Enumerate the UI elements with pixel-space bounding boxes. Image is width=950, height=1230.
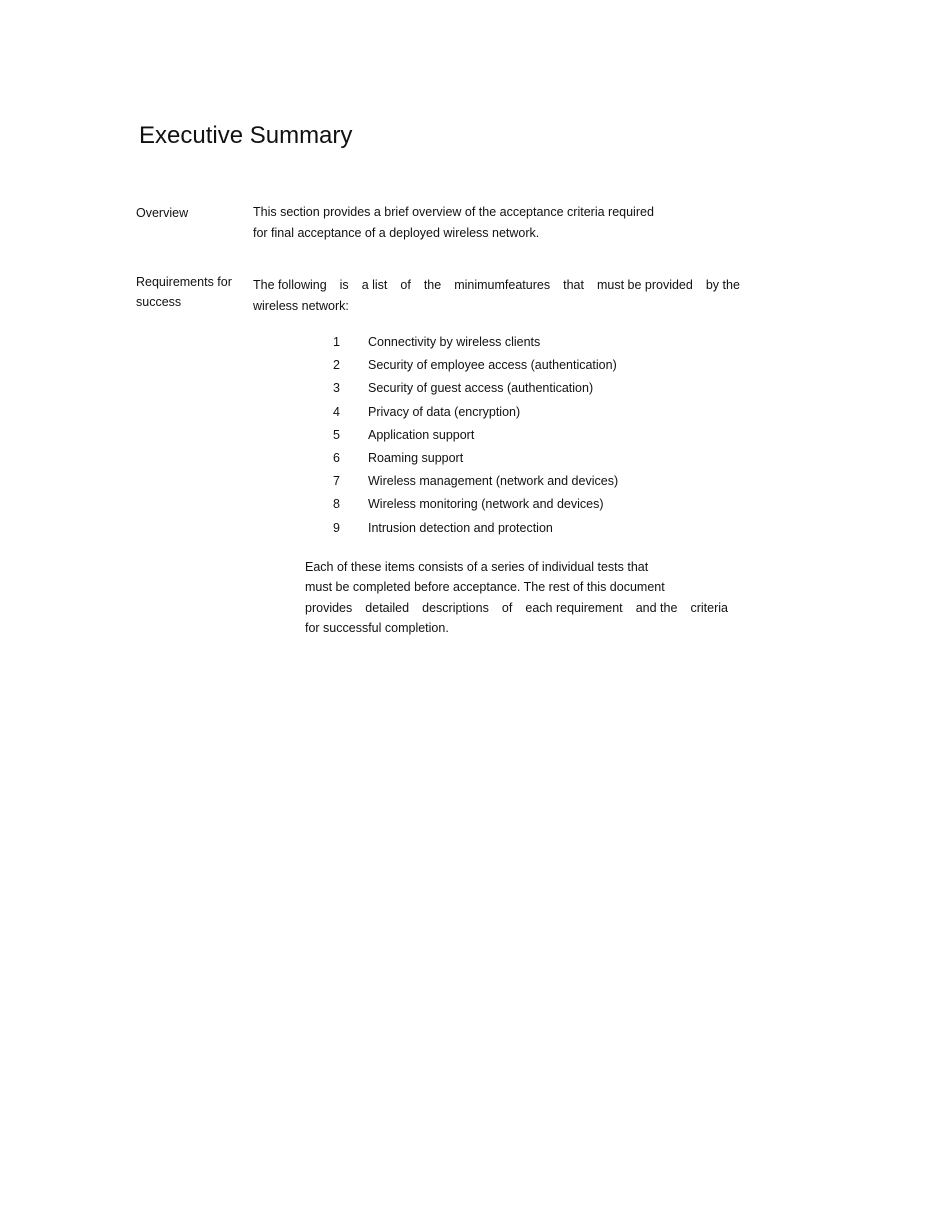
overview-line: for final acceptance of a deployed wireless network. <box>253 225 540 240</box>
closing-line <box>305 598 728 618</box>
closing-line: must be completed before acceptance. The rest of this document <box>305 580 665 595</box>
page-title: Executive Summary <box>139 122 353 149</box>
word: of <box>501 600 513 615</box>
overview-paragraph <box>253 202 654 243</box>
list-number: 7 <box>333 474 340 489</box>
word: is <box>339 278 349 292</box>
word: detailed <box>365 600 410 615</box>
word: descriptions <box>422 600 489 615</box>
overview-line: This section provides a brief overview of the acceptance criteria required <box>253 205 654 219</box>
requirements-label-line: Requirements for <box>136 275 232 289</box>
list-text: Wireless management (network and devices) <box>368 474 619 489</box>
word: criteria <box>690 600 728 615</box>
requirements-intro-line <box>253 275 740 296</box>
requirements-list <box>333 332 618 541</box>
word: a list <box>361 278 388 292</box>
requirements-intro-line: wireless network: <box>253 298 349 313</box>
list-item <box>333 448 618 471</box>
list-text: Security of guest access (authentication) <box>368 381 594 396</box>
requirements-label <box>136 272 246 312</box>
word: and the <box>635 600 678 615</box>
list-item <box>333 402 618 425</box>
word: provides <box>305 600 353 615</box>
list-number: 1 <box>333 335 340 349</box>
list-number: 3 <box>333 381 340 396</box>
list-text: Security of employee access (authentication) <box>368 358 617 373</box>
list-item <box>333 425 618 448</box>
list-number: 9 <box>333 520 340 535</box>
requirements-intro <box>253 275 740 316</box>
list-item <box>333 471 618 494</box>
closing-paragraph <box>305 557 728 638</box>
list-text: Roaming support <box>368 450 464 465</box>
word: by the <box>705 278 740 292</box>
word: must be provided <box>596 278 693 292</box>
list-number: 6 <box>333 450 340 465</box>
list-item <box>333 355 618 378</box>
list-text: Connectivity by wireless clients <box>368 335 541 349</box>
list-number: 8 <box>333 497 340 512</box>
word: minimumfeatures <box>454 278 551 292</box>
list-item <box>333 378 618 401</box>
requirements-label-line: success <box>136 295 182 309</box>
list-text: Privacy of data (encryption) <box>368 404 521 419</box>
list-number: 2 <box>333 358 340 373</box>
overview-label: Overview <box>136 206 189 220</box>
word: that <box>563 278 584 292</box>
list-number: 5 <box>333 427 340 442</box>
list-text: Intrusion detection and protection <box>368 520 553 535</box>
list-text: Application support <box>368 427 475 442</box>
list-item <box>333 332 618 355</box>
list-item <box>333 518 618 541</box>
closing-line: Each of these items consists of a series of individual tests that <box>305 560 649 574</box>
closing-line: for successful completion. <box>305 620 449 635</box>
list-number: 4 <box>333 404 340 419</box>
word: The following <box>253 278 327 292</box>
word: the <box>423 278 442 292</box>
list-item <box>333 494 618 517</box>
word: each requirement <box>525 600 623 615</box>
word: of <box>400 278 411 292</box>
list-text: Wireless monitoring (network and devices) <box>368 497 604 512</box>
